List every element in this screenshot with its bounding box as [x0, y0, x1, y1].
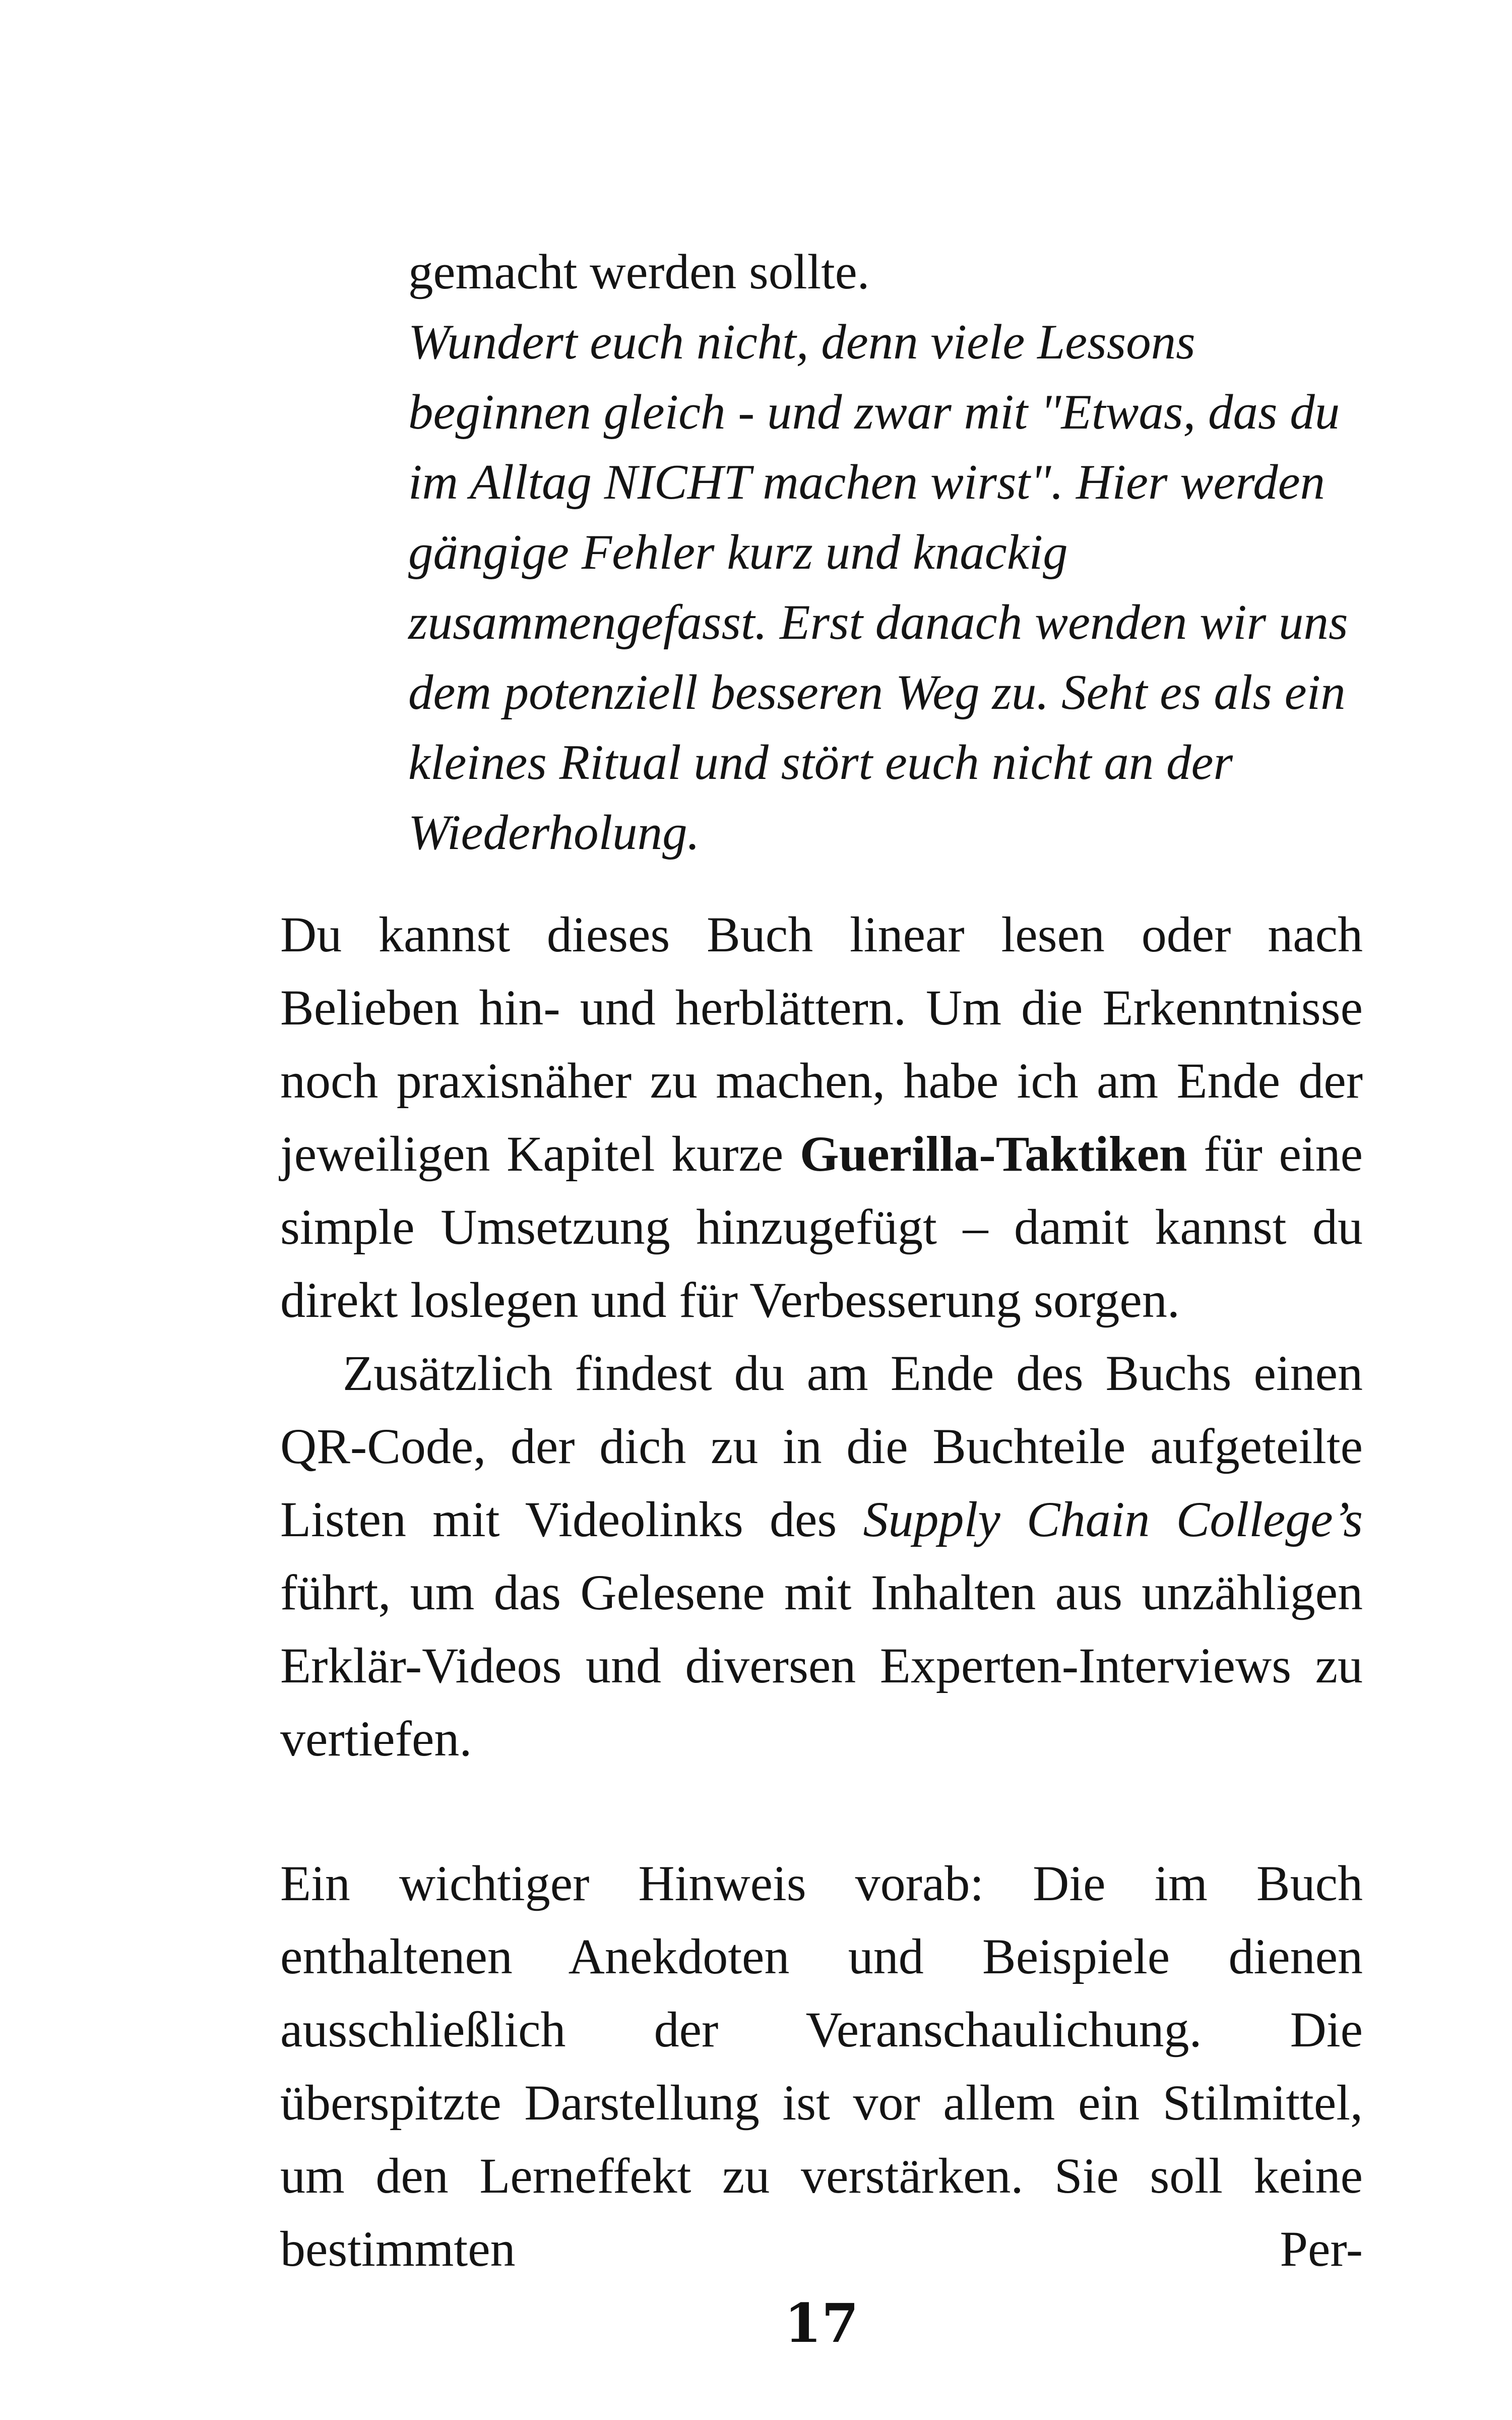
bold-term: Guerilla-Taktiken: [799, 1126, 1187, 1182]
carryover-text: gemacht werden sollte.: [408, 245, 870, 299]
paragraph: [280, 1337, 1363, 1775]
paragraph-text: führt, um das Gelesene mit Inhalten aus unzähligen Erklär-Videos und diversen Experten-Interviews zu vertiefen.: [280, 1564, 1363, 1767]
quote-block: [408, 237, 1363, 868]
italic-title: Supply Chain College’s: [863, 1491, 1363, 1547]
paragraph-text: Du kannst dieses Buch linear lesen oder nach Belieben hin- und herblättern. Um die Erkenntnisse noch praxisnäher zu machen, habe ich am Ende der jeweiligen Kapitel kurze: [280, 906, 1363, 1182]
paragraph: [280, 898, 1363, 1337]
quote-text: Wundert euch nicht, denn viele Lessons beginnen gleich - und zwar mit "Etwas, das du im Alltag NICHT machen wirst". Hier werden gängige Fehler kurz und knackig zusammengefasst. Erst danach wenden wir uns dem potenziell besseren Weg zu. Seht es als ein kleines Ritual und stört euch nicht an der Wiederholung.: [408, 315, 1348, 860]
page-number: 17: [784, 2291, 859, 2354]
paragraph-text: für eine simple Umsetzung hinzugefügt – damit kannst du direkt loslegen und für Verbesserung sorgen.: [280, 1126, 1363, 1328]
paragraph-text: Ein wichtiger Hinweis vorab: Die im Buch enthaltenen Anekdoten und Beispiele dienen ausschließlich der Veranschaulichung. Die überspitzte Darstellung ist vor allem ein Stilmittel, um den Lerneffekt zu verstärken. Sie soll keine bestimmten Per-: [280, 1855, 1363, 2277]
paragraph: [280, 1847, 1363, 2285]
paragraph-text: Zusätzlich findest du am Ende des Buchs einen QR-Code, der dich zu in die Buchteile aufgeteilte Listen mit Videolinks des: [280, 1345, 1363, 1547]
page-content: [280, 237, 1363, 2285]
